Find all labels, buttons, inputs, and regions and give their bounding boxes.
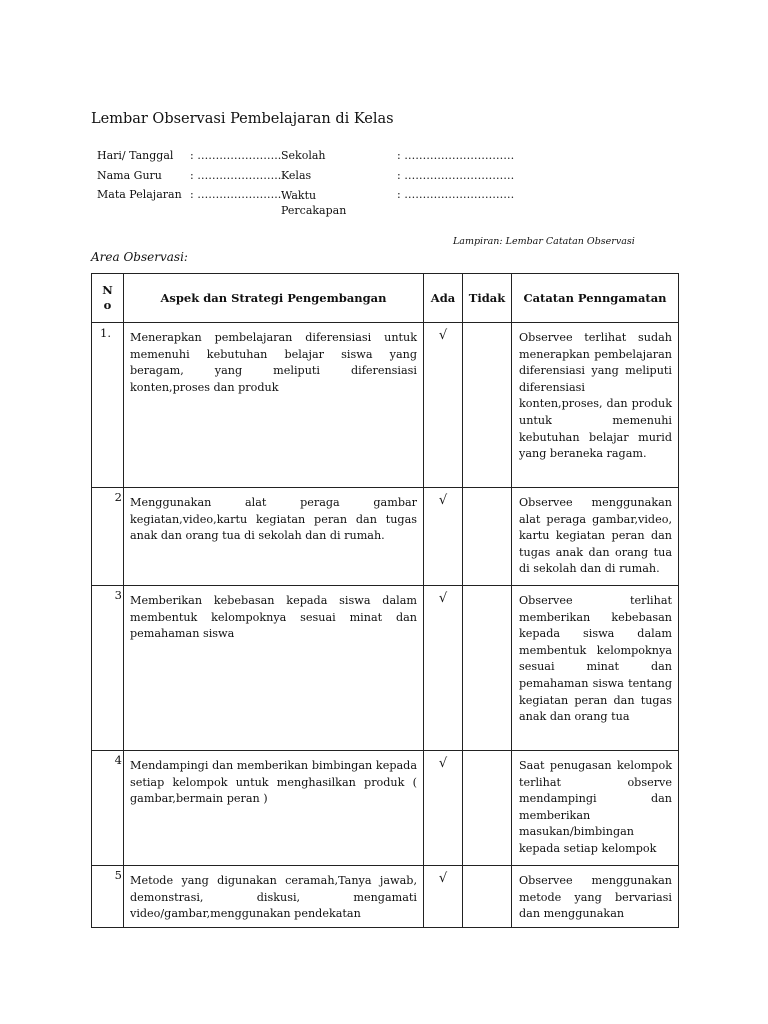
table-row [92,586,679,751]
info-value-waktu-percakapan: : ………………………… [397,188,515,201]
row-aspek: Menerapkan pembelajaran diferensiasi untuk memenuhi kebutuhan belajar siswa yang beragam, yang meliputi diferensiasi konten,proses dan produk [124,323,424,488]
row-aspek: Menggunakan alat peraga gambar kegiatan,video,kartu kegiatan peran dan tugas anak dan orang tua di sekolah dan di rumah. [124,488,424,586]
row-catatan: Saat penugasan kelompok terlihat observe mendampingi dan memberikan masukan/bimbingan kepada setiap kelompok [512,751,679,866]
info-label-nama-guru: Nama Guru [97,169,162,182]
row-number: 5 [92,866,124,928]
row-catatan [512,866,679,928]
area-observasi-label: Area Observasi: [91,250,188,264]
row-catatan-text: Observee menggunakan metode yang bervariasi dan menggunakan [519,874,672,921]
row-ada-check: √ [424,488,463,586]
info-label-hari-tanggal: Hari/ Tanggal [97,149,174,162]
row-ada-check: √ [424,866,463,928]
row-ada-check: √ [424,323,463,488]
page-title: Lembar Observasi Pembelajaran di Kelas [91,111,394,127]
header-ada: Ada [424,274,463,323]
row-tidak [463,751,512,866]
info-value-hari-tanggal: : ………………….. [190,149,282,162]
row-number: 3 [92,586,124,751]
info-label-waktu-percakapan: Waktu Percakapan [281,189,347,217]
row-catatan: Observee terlihat sudah menerapkan pembelajaran diferensiasi yang meliputi diferensiasi konten,proses, dan produk untuk memenuhi kebutuhan belajar murid yang beraneka ragam. [512,323,679,488]
row-ada-check: √ [424,586,463,751]
row-aspek [124,866,424,928]
table-row [92,488,679,586]
row-catatan: Observee menggunakan alat peraga gambar,video, kartu kegiatan peran dan tugas anak dan orang tua di sekolah dan di rumah. [512,488,679,586]
info-label-mata-pelajaran: Mata Pelajaran [97,188,182,201]
row-number: 1. [92,323,124,488]
row-tidak [463,866,512,928]
info-label-sekolah: Sekolah [281,149,326,162]
row-ada-check: √ [424,751,463,866]
table-row [92,323,679,488]
row-number: 2 [92,488,124,586]
table-row [92,866,679,928]
row-tidak [463,488,512,586]
table-row [92,751,679,866]
info-value-sekolah: : ………………………… [397,149,515,162]
row-number: 4 [92,751,124,866]
row-aspek-text: Metode yang digunakan ceramah,Tanya jawab, demonstrasi, diskusi, mengamati video/gambar,menggunakan pendekatan [130,874,417,921]
info-value-nama-guru: : ………………….. [190,169,282,182]
header-tidak: Tidak [463,274,512,323]
info-value-kelas: : ………………………… [397,169,515,182]
table-header-row [92,274,679,323]
header-no: No [92,274,124,323]
header-aspek: Aspek dan Strategi Pengembangan [124,274,424,323]
row-tidak [463,586,512,751]
header-catatan: Catatan Penngamatan [512,274,679,323]
row-catatan: Observee terlihat memberikan kebebasan kepada siswa dalam membentuk kelompoknya sesuai minat dan pemahaman siswa tentang kegiatan peran dan tugas anak dan orang tua [512,586,679,751]
row-tidak [463,323,512,488]
info-label-kelas: Kelas [281,169,312,182]
row-aspek: Memberikan kebebasan kepada siswa dalam membentuk kelompoknya sesuai minat dan pemahaman siswa [124,586,424,751]
row-aspek: Mendampingi dan memberikan bimbingan kepada setiap kelompok untuk menghasilkan produk ( gambar,bermain peran ) [124,751,424,866]
lampiran-note: Lampiran: Lembar Catatan Observasi [453,236,635,247]
info-value-mata-pelajaran: : ………………….. [190,188,282,201]
observation-table [91,273,679,928]
